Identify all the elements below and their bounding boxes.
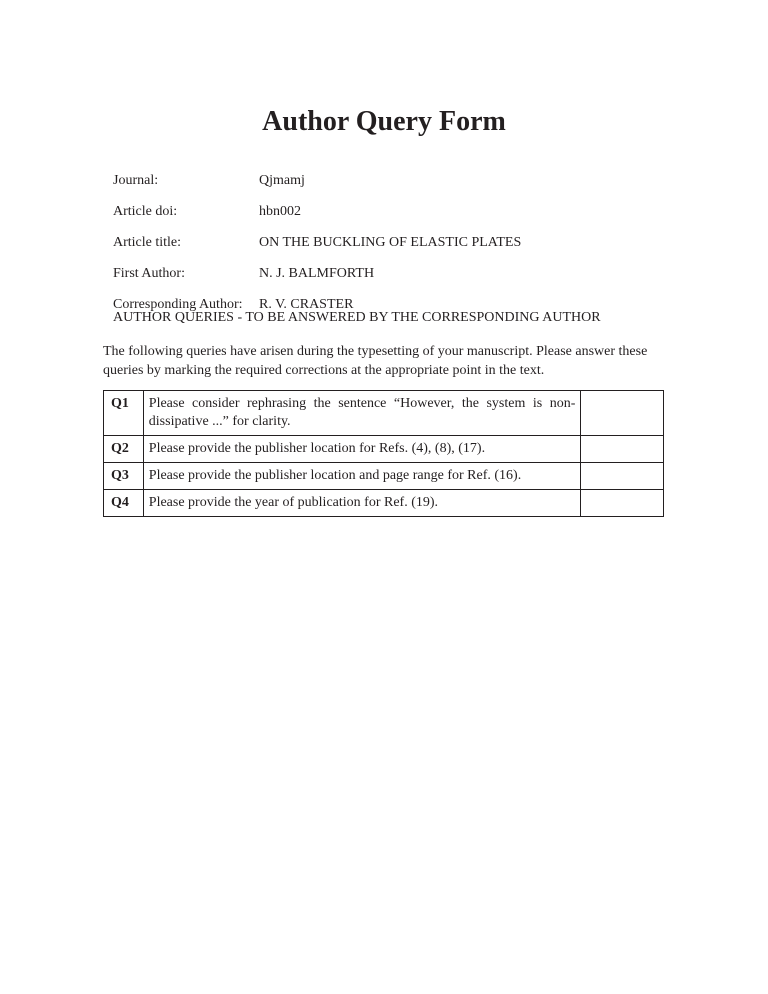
- meta-row-article-doi: [113, 204, 521, 235]
- query-answer-cell[interactable]: [581, 436, 664, 463]
- meta-value-first-author: N. J. BALMFORTH: [259, 266, 375, 281]
- query-id: Q2: [104, 436, 144, 463]
- query-row: [104, 436, 664, 463]
- meta-value-journal: Qjmamj: [259, 173, 305, 188]
- intro-paragraph: The following queries have arisen during the typesetting of your manuscript. Please answer these queries by marking the required corrections at the appropriate point in the text.: [103, 344, 648, 378]
- meta-value-article-title: ON THE BUCKLING OF ELASTIC PLATES: [259, 235, 522, 250]
- query-answer-cell[interactable]: [581, 490, 664, 517]
- query-answer-cell[interactable]: [581, 463, 664, 490]
- meta-row-first-author: [113, 266, 521, 297]
- meta-label-corresponding-author: Corresponding Author:: [113, 297, 243, 312]
- meta-label-first-author: First Author:: [113, 266, 185, 281]
- query-id: Q3: [104, 463, 144, 490]
- meta-label-journal: Journal:: [113, 173, 159, 188]
- query-id: Q1: [104, 391, 144, 436]
- query-row: [104, 490, 664, 517]
- query-answer-cell[interactable]: [581, 391, 664, 436]
- query-text: Please provide the publisher location and page range for Ref. (16).: [143, 463, 581, 490]
- query-text: Please consider rephrasing the sentence “However, the system is non-dissipative ...” for clarity.: [143, 391, 581, 436]
- query-table: [103, 390, 664, 517]
- meta-label-article-title: Article title:: [113, 235, 182, 250]
- meta-row-journal: [113, 173, 521, 204]
- meta-value-corresponding-author: R. V. CRASTER: [259, 297, 354, 312]
- article-metadata: [113, 173, 521, 328]
- meta-row-article-title: [113, 235, 521, 266]
- query-text: Please provide the publisher location for Refs. (4), (8), (17).: [143, 436, 581, 463]
- query-id: Q4: [104, 490, 144, 517]
- query-row: [104, 463, 664, 490]
- queries-heading: AUTHOR QUERIES - TO BE ANSWERED BY THE CORRESPONDING AUTHOR: [113, 310, 601, 325]
- query-row: [104, 391, 664, 436]
- page-title: Author Query Form: [262, 106, 506, 137]
- query-text: Please provide the year of publication for Ref. (19).: [143, 490, 581, 517]
- meta-value-article-doi: hbn002: [259, 204, 301, 219]
- meta-label-article-doi: Article doi:: [113, 204, 178, 219]
